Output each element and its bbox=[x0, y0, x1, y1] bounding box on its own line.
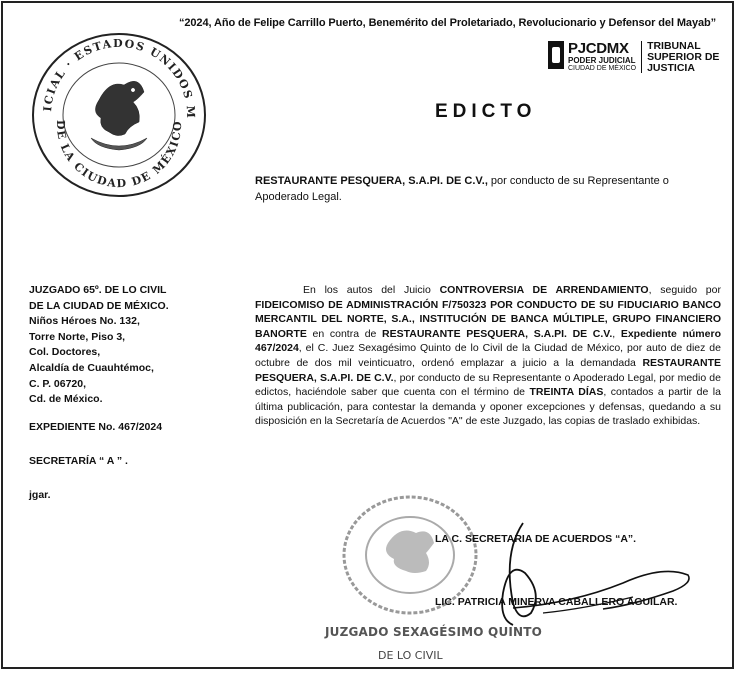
pjcdmx-logo bbox=[548, 41, 719, 74]
handwritten-signature bbox=[483, 513, 703, 638]
court-line3: Niños Héroes No. 132, bbox=[29, 315, 140, 328]
body-bold: RESTAURANTE PESQUERA, S.A.PI. DE C.V. bbox=[382, 327, 613, 340]
court-line4: Torre Norte, Piso 3, bbox=[29, 330, 126, 343]
body-text: , contados a partir de la última publicación, para contestar la demanda y oponer excepciones y defensas, quedando a su disposición en la Secretaría de Acuerdos "A" de este Juzgado, las copias de traslado exhibidas. bbox=[255, 386, 721, 428]
body-bold: RESTAURANTE PESQUERA, S.A.PI. DE C.V. bbox=[255, 356, 721, 384]
logo-sub1: PODER JUDICIAL bbox=[568, 56, 636, 65]
logo-divider bbox=[641, 41, 642, 73]
tribunal-line1: TRIBUNAL bbox=[647, 40, 701, 52]
logo-emblem-icon bbox=[548, 41, 564, 69]
tribunal-line2: SUPERIOR DE bbox=[647, 51, 720, 63]
stamp-text-line1: JUZGADO SEXAGÉSIMO QUINTO bbox=[325, 625, 543, 639]
body-text: , por conducto de su Representante o Apoderado Legal, por medio de edictos, haciéndole saber que cuenta con el término de bbox=[255, 371, 721, 399]
poder-judicial-seal bbox=[29, 30, 209, 205]
body-bold: TREINTA DÍAS bbox=[529, 386, 604, 399]
svg-text:DE LA CIUDAD DE MÉXICO: DE LA CIUDAD DE MÉXICO bbox=[53, 119, 185, 191]
signature-name: LIC. PATRICIA MINERVA CABALLERO AGUILAR. bbox=[435, 596, 678, 608]
body-text: , seguido por bbox=[648, 284, 721, 296]
secretaria-label: SECRETARÍA “ A ” . bbox=[29, 455, 128, 467]
expediente-label: EXPEDIENTE No. 467/2024 bbox=[29, 421, 163, 433]
edict-body bbox=[255, 283, 721, 429]
body-bold: FIDEICOMISO DE ADMINISTRACIÓN F/750323 POR CONDUCTO DE SU FIDUCIARIO BANCO MERCANTIL DEL NORTE, S.A., INSTITUCIÓN DE BANCA MÚLTIPLE, GRUPO FINANCIERO BANORTE bbox=[255, 298, 721, 340]
header-motto: “2024, Año de Felipe Carrillo Puerto, Benemérito del Proletariado, Revolucionario y Defensor del Mayab” bbox=[179, 17, 716, 29]
document-page bbox=[1, 1, 734, 669]
court-line7: C. P. 06720, bbox=[29, 377, 87, 390]
svg-text:PODER JUDICIAL · ESTADOS UNIDO: ICIAL · ESTADOS UNIDOS M bbox=[41, 36, 198, 120]
initials-label: jgar. bbox=[29, 489, 51, 501]
document-title: EDICTO bbox=[435, 101, 537, 122]
court-line2: DE LA CIUDAD DE MÉXICO. bbox=[29, 299, 169, 312]
court-address bbox=[29, 283, 229, 408]
body-text: , el C. Juez Sexagésimo Quinto de lo Civil de la Ciudad de México, por auto de diez de octubre de dos mil veinticuatro, ordenó emplazar a juicio a la demandada bbox=[255, 342, 721, 369]
court-line8: Cd. de México. bbox=[29, 393, 103, 406]
logo-brand: PJCDMX bbox=[568, 40, 629, 57]
stamp-text-line2: DE LO CIVIL bbox=[378, 649, 443, 662]
addressee bbox=[255, 173, 715, 205]
body-text: En los autos del Juicio bbox=[303, 284, 440, 296]
body-bold: Expediente número 467/2024 bbox=[255, 327, 721, 355]
logo-sub2: CIUDAD DE MÉXICO bbox=[568, 65, 637, 72]
body-text: en contra de bbox=[306, 327, 383, 340]
signature-title: LA C. SECRETARIA DE ACUERDOS “A”. bbox=[435, 533, 637, 545]
tribunal-line3: JUSTICIA bbox=[647, 62, 695, 74]
court-line1: JUZGADO 65º. DE LO CIVIL bbox=[29, 284, 167, 296]
addressee-name: RESTAURANTE PESQUERA, S.A.PI. DE C.V., bbox=[255, 175, 488, 187]
addressee-rest: por conducto de su Representante o Apoderado Legal. bbox=[255, 175, 669, 203]
body-text: , bbox=[612, 327, 621, 340]
court-line5: Col. Doctores, bbox=[29, 346, 101, 359]
body-bold: CONTROVERSIA DE ARRENDAMIENTO bbox=[439, 284, 649, 296]
court-line6: Alcaldía de Cuauhtémoc, bbox=[29, 361, 154, 374]
